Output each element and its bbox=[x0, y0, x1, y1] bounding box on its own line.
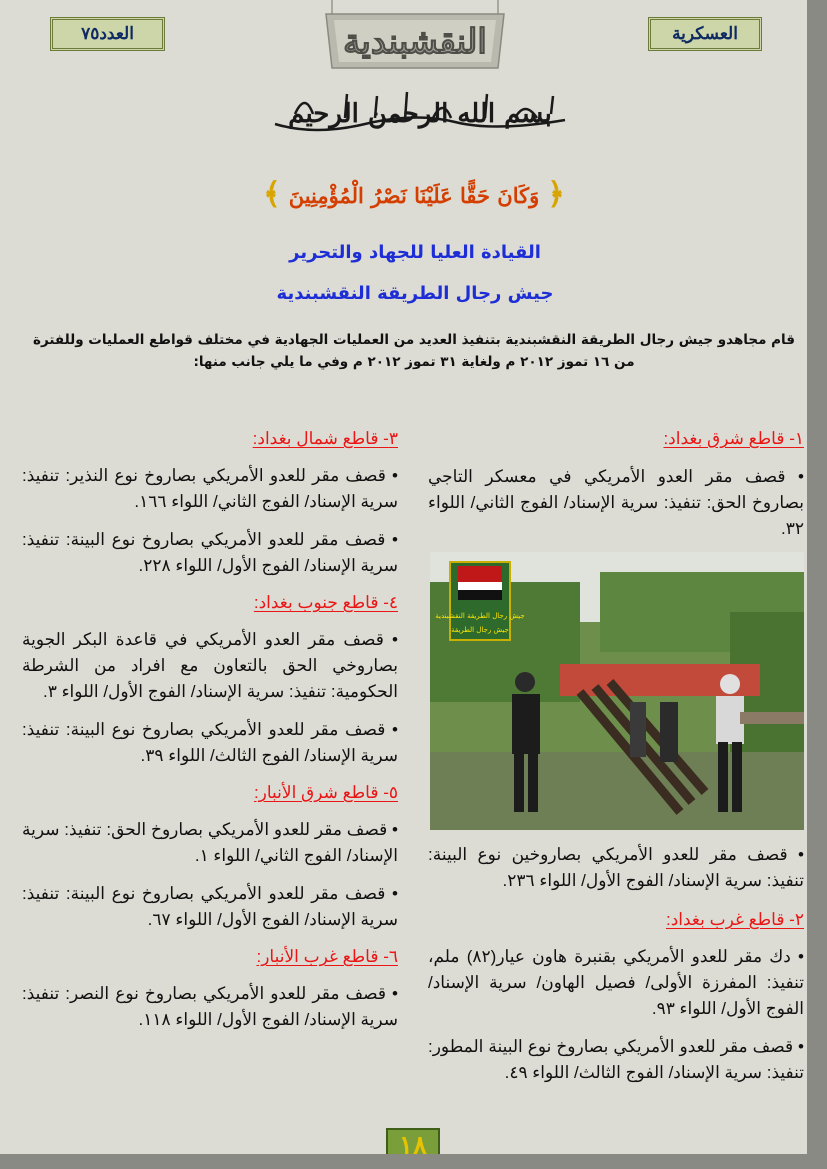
section-title-south-baghdad: ٤- قاطع جنوب بغداد: bbox=[253, 593, 398, 612]
command-heading: القيادة العليا للجهاد والتحرير bbox=[289, 242, 541, 263]
operation-item: • قصف مقر للعدو الأمريكي بصاروخ نوع البينة: تنفيذ: سرية الإسناد/ الفوج الأول/ اللواء ٢٢٨. bbox=[22, 530, 398, 575]
army-heading: جيش رجال الطريقة النقشبندية bbox=[276, 283, 554, 304]
page-edge-bottom bbox=[0, 1154, 827, 1169]
operation-item: • قصف مقر للعدو الأمريكي بصاروخ الحق: تنفيذ: سرية الإسناد/ الفوج الثاني/ اللواء ١. bbox=[22, 820, 398, 865]
right-column bbox=[428, 427, 804, 542]
section-title-north-baghdad: ٣- قاطع شمال بغداد: bbox=[252, 429, 398, 448]
section-title-east-baghdad: ١- قاطع شرق بغداد: bbox=[663, 429, 804, 448]
operation-item: • قصف مقر للعدو الأمريكي بصاروخ نوع النصر: تنفيذ: سرية الإسناد/ الفوج الأول/ اللواء ١١٨. bbox=[22, 984, 398, 1029]
operation-item: • قصف مقر للعدو الأمريكي بصاروخين نوع البينة: تنفيذ: سرية الإسناد/ الفوج الأول/ اللواء ٢٣٦. bbox=[428, 845, 804, 890]
verse-bracket-close: ﴾ bbox=[263, 177, 281, 212]
operation-item: • قصف مقر العدو الأمريكي في قاعدة البكر الجوية بصاروخي الحق بالتعاون مع افراد من الشرطة الحكومية: تنفيذ: سرية الإسناد/ الفوج الأول/ اللواء ٣. bbox=[22, 630, 398, 701]
photo-badge-line1: جيش رجال الطريقة النقشبندية bbox=[435, 612, 525, 620]
verse-text: وَكَانَ حَقًّا عَلَيْنَا نَصْرُ الْمُؤْمِنِينَ bbox=[288, 182, 540, 208]
operation-item: • قصف مقر للعدو الأمريكي بصاروخ نوع البينة: تنفيذ: سرية الإسناد/ الفوج الأول/ اللواء ٦٧. bbox=[22, 884, 398, 929]
basmala-text: بسم الله الرحمن الرحيم bbox=[288, 99, 552, 129]
section-title-east-anbar: ٥- قاطع شرق الأنبار: bbox=[253, 783, 398, 802]
logo-text: النقشبندية bbox=[343, 22, 487, 62]
operation-item: • قصف مقر العدو الأمريكي في معسكر التاجي بصاروخ الحق: تنفيذ: سرية الإسناد/ الفوج الثاني/ اللواء ٣٢. bbox=[428, 467, 804, 538]
page-number: ١٨ bbox=[386, 1128, 440, 1154]
left-column bbox=[22, 427, 398, 1033]
right-column-lower bbox=[428, 842, 804, 1086]
section-title-west-anbar: ٦- قاطع غرب الأنبار: bbox=[256, 947, 398, 966]
magazine-logo bbox=[320, 0, 510, 74]
section-title-west-baghdad: ٢- قاطع غرب بغداد: bbox=[665, 910, 804, 929]
operation-item: • قصف مقر للعدو الأمريكي بصاروخ نوع النذير: تنفيذ: سرية الإسناد/ الفوج الثاني/ اللواء ١٦٦. bbox=[22, 466, 398, 511]
quran-verse bbox=[258, 172, 570, 218]
operation-item: • قصف مقر للعدو الأمريكي بصاروخ نوع البينة: تنفيذ: سرية الإسناد/ الفوج الثالث/ اللواء ٣٩. bbox=[22, 720, 398, 765]
section-tag: العسكرية bbox=[648, 17, 762, 51]
issue-tag: العدد٧٥ bbox=[50, 17, 165, 51]
operation-item: • دك مقر للعدو الأمريكي بقنبرة هاون عيار(٨٢) ملم، تنفيذ: المفرزة الأولى/ فصيل الهاون/ سرية الإسناد/ الفوج الأول/ اللواء ٩٣. bbox=[428, 947, 804, 1018]
page-edge-right bbox=[807, 0, 827, 1169]
operation-photo bbox=[430, 552, 804, 830]
photo-badge-line2: جيش رجال الطريقة bbox=[451, 626, 509, 634]
basmala-calligraphy bbox=[255, 84, 585, 146]
intro-paragraph: قام مجاهدو جيش رجال الطريقة النقشبندية بتنفيذ العديد من العمليات الجهادية في مختلف قواطع العمليات وللفترة من ١٦ تموز ٢٠١٢ م ولغاية ٣١ تموز ٢٠١٢ م وفي ما يلي جانب منها: bbox=[33, 332, 795, 370]
verse-bracket-open: ﴿ bbox=[547, 177, 565, 212]
operation-item: • قصف مقر للعدو الأمريكي بصاروخ نوع البينة المطور: تنفيذ: سرية الإسناد/ الفوج الثالث/ اللواء ٤٩. bbox=[428, 1037, 804, 1082]
